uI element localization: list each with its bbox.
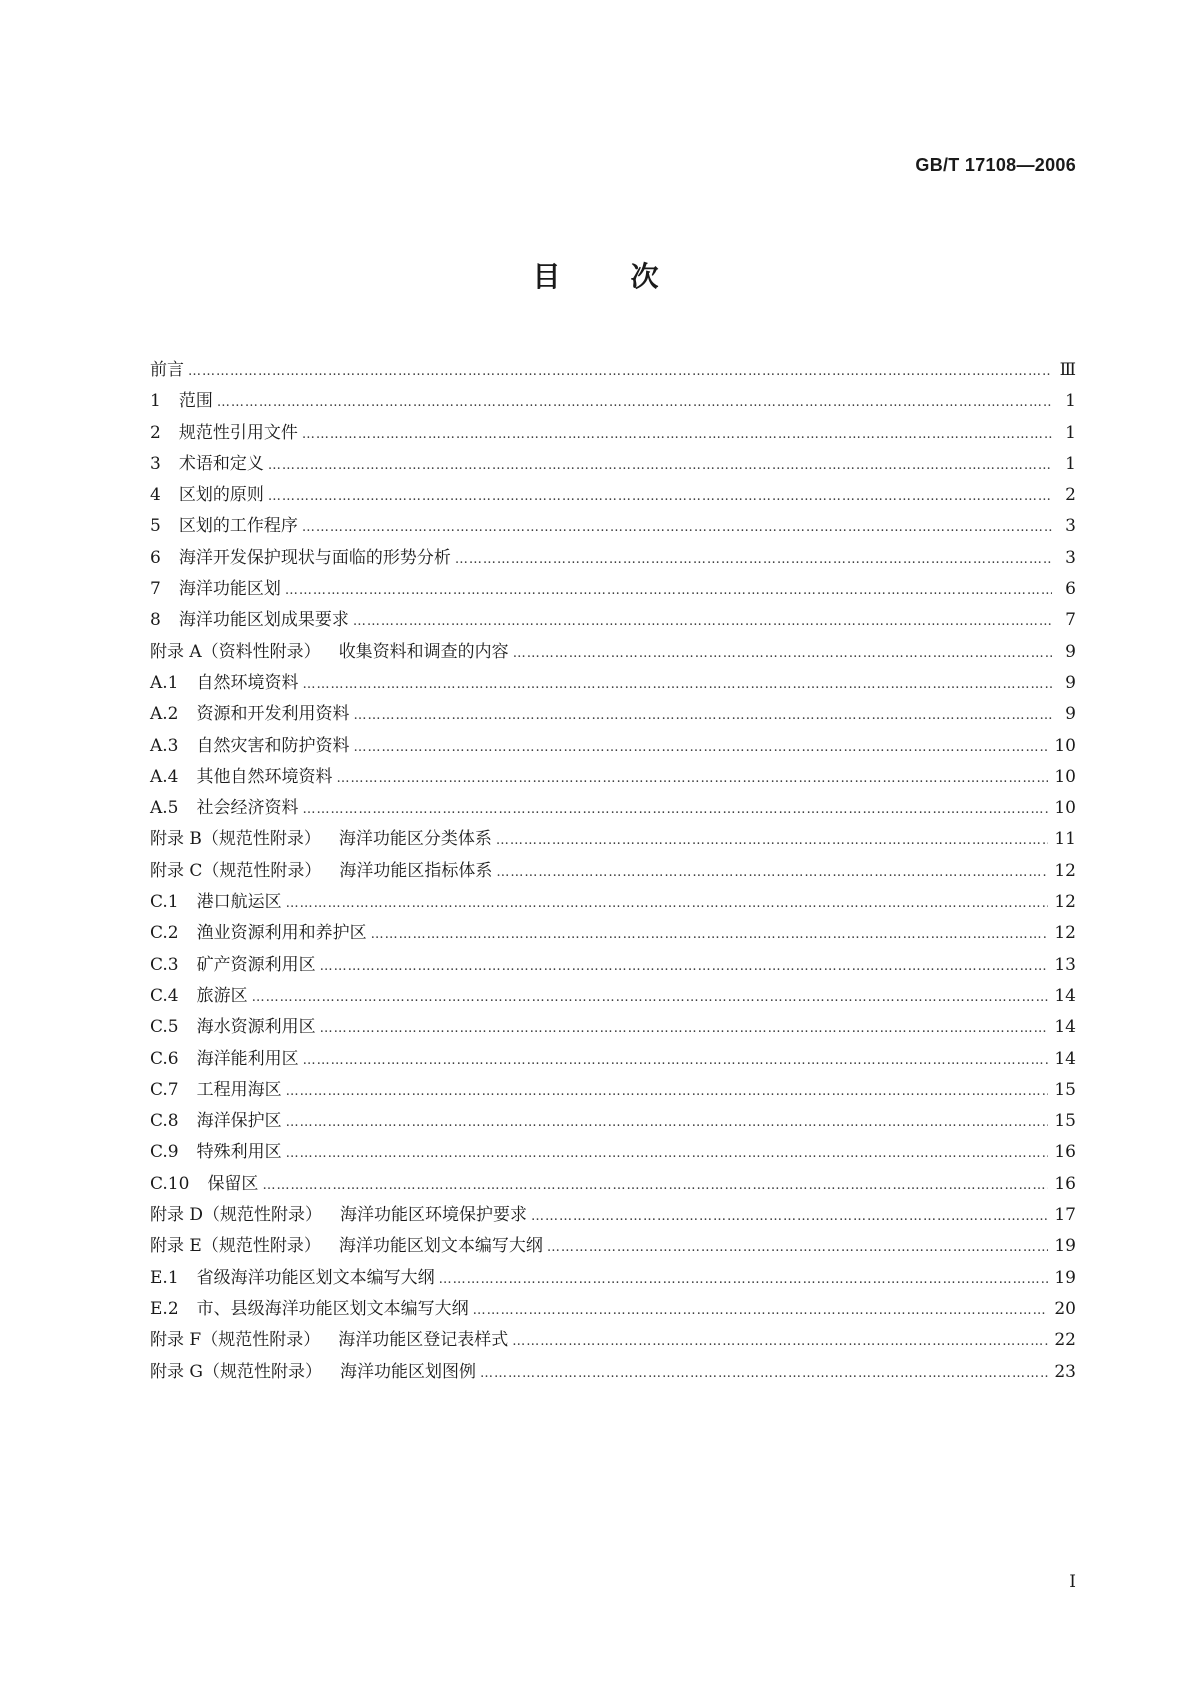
toc-entry-number: 附录 F（规范性附录） bbox=[150, 1330, 321, 1351]
toc-entry-page: 3 bbox=[1065, 547, 1076, 568]
toc-entry-number: C.2 bbox=[150, 923, 179, 944]
page-title-part2: 次 bbox=[630, 260, 659, 293]
toc-entry-title: 旅游区 bbox=[196, 985, 248, 1006]
toc-entry-title: 海洋功能区划图例 bbox=[339, 1361, 476, 1382]
toc-entry-number: C.10 bbox=[150, 1173, 190, 1194]
toc-entry[interactable] bbox=[150, 856, 1076, 887]
toc-entry-label bbox=[150, 543, 455, 568]
toc-entry[interactable] bbox=[150, 887, 1076, 918]
toc-entry-number: 附录 D（规范性附录） bbox=[150, 1205, 323, 1226]
toc-entry-page: 19 bbox=[1054, 1267, 1076, 1288]
toc-entry-title: 海洋功能区指标体系 bbox=[339, 860, 493, 881]
toc-entry-title: 海水资源利用区 bbox=[196, 1017, 316, 1038]
toc-entry[interactable] bbox=[150, 418, 1076, 449]
toc-entry[interactable] bbox=[150, 793, 1076, 824]
toc-entry[interactable] bbox=[150, 1169, 1076, 1200]
toc-entry-page: 9 bbox=[1065, 641, 1076, 662]
toc-entry-page: 22 bbox=[1054, 1330, 1076, 1351]
toc-entry[interactable] bbox=[150, 1137, 1076, 1168]
toc-entry-title: 工程用海区 bbox=[196, 1079, 282, 1100]
toc-entry-page: 14 bbox=[1054, 985, 1076, 1006]
toc-entry-label bbox=[150, 386, 217, 411]
table-of-contents bbox=[150, 355, 1076, 1388]
toc-entry-title: 自然环境资料 bbox=[196, 672, 299, 693]
toc-entry-label bbox=[150, 981, 252, 1006]
toc-entry[interactable] bbox=[150, 1231, 1076, 1262]
toc-entry-label bbox=[150, 887, 286, 912]
toc-entry-page: 2 bbox=[1065, 485, 1076, 506]
toc-leader-dots bbox=[354, 740, 1049, 755]
toc-entry-label bbox=[150, 1294, 473, 1319]
toc-leader-dots bbox=[371, 927, 1049, 942]
toc-leader-dots bbox=[188, 364, 1052, 379]
toc-entry-title: 海洋功能区划 bbox=[178, 579, 281, 600]
toc-entry-title: 海洋功能区划文本编写大纲 bbox=[338, 1236, 543, 1257]
toc-entry-label bbox=[150, 1106, 286, 1131]
toc-leader-dots bbox=[455, 552, 1052, 567]
toc-entry-page: 13 bbox=[1054, 954, 1076, 975]
toc-entry-label bbox=[150, 1137, 286, 1162]
toc-leader-dots bbox=[268, 489, 1052, 504]
toc-leader-dots bbox=[512, 1334, 1048, 1349]
toc-entry-number: E.1 bbox=[150, 1267, 179, 1288]
toc-entry-title: 前言 bbox=[150, 360, 184, 380]
toc-entry-title: 收集资料和调查的内容 bbox=[338, 641, 509, 662]
toc-entry-number: 附录 B（规范性附录） bbox=[150, 829, 321, 850]
toc-entry-page: 10 bbox=[1054, 766, 1076, 787]
toc-entry-number: 3 bbox=[150, 453, 161, 474]
toc-entry[interactable] bbox=[150, 1075, 1076, 1106]
toc-entry[interactable] bbox=[150, 1294, 1076, 1325]
toc-entry-label bbox=[150, 449, 268, 474]
toc-leader-dots bbox=[513, 646, 1052, 661]
toc-entry[interactable] bbox=[150, 637, 1076, 668]
toc-entry-label bbox=[150, 1263, 439, 1288]
toc-entry-number: 附录 A（资料性附录） bbox=[150, 641, 321, 662]
toc-entry-label bbox=[150, 1044, 303, 1069]
toc-entry-page: 10 bbox=[1054, 798, 1076, 819]
toc-entry-title: 港口航运区 bbox=[196, 892, 282, 913]
toc-entry[interactable] bbox=[150, 1044, 1076, 1075]
toc-entry-page: 17 bbox=[1054, 1205, 1076, 1226]
toc-entry-label bbox=[150, 1169, 262, 1194]
toc-entry-number: C.7 bbox=[150, 1079, 179, 1100]
toc-entry-label bbox=[150, 637, 513, 662]
toc-entry-label bbox=[150, 1357, 480, 1382]
toc-entry-number: C.9 bbox=[150, 1142, 179, 1163]
toc-entry-title: 社会经济资料 bbox=[196, 798, 299, 819]
toc-entry[interactable] bbox=[150, 699, 1076, 730]
toc-entry-label bbox=[150, 1075, 286, 1100]
toc-entry-number: E.2 bbox=[150, 1298, 179, 1319]
toc-leader-dots bbox=[303, 802, 1049, 817]
toc-entry-title: 自然灾害和防护资料 bbox=[196, 735, 350, 756]
toc-entry-number: A.1 bbox=[150, 672, 179, 693]
toc-entry-label bbox=[150, 793, 303, 818]
toc-entry-title: 海洋开发保护现状与面临的形势分析 bbox=[178, 547, 451, 568]
toc-entry[interactable] bbox=[150, 605, 1076, 636]
toc-leader-dots bbox=[353, 614, 1052, 629]
toc-leader-dots bbox=[286, 1084, 1049, 1099]
toc-entry-page: 16 bbox=[1054, 1173, 1076, 1194]
toc-entry-label bbox=[150, 418, 302, 443]
toc-leader-dots bbox=[303, 1053, 1049, 1068]
toc-entry-number: C.6 bbox=[150, 1048, 179, 1069]
toc-entry-number: 附录 C（规范性附录） bbox=[150, 860, 322, 881]
toc-entry-number: A.4 bbox=[150, 766, 179, 787]
toc-entry[interactable] bbox=[150, 1200, 1076, 1231]
toc-entry-number: 1 bbox=[150, 391, 161, 412]
toc-entry-title: 海洋保护区 bbox=[196, 1111, 282, 1132]
page-title-part1: 目 bbox=[532, 260, 561, 293]
toc-entry-page: 12 bbox=[1054, 860, 1076, 881]
toc-leader-dots bbox=[302, 520, 1052, 535]
toc-entry-number: 附录 G（规范性附录） bbox=[150, 1361, 322, 1382]
toc-entry-number: A.2 bbox=[150, 704, 179, 725]
toc-entry[interactable] bbox=[150, 543, 1076, 574]
toc-entry-number: 5 bbox=[150, 516, 161, 537]
toc-entry-title: 矿产资源利用区 bbox=[196, 954, 316, 975]
toc-leader-dots bbox=[354, 708, 1053, 723]
toc-entry-number: 6 bbox=[150, 547, 161, 568]
toc-entry[interactable] bbox=[150, 762, 1076, 793]
toc-entry-label bbox=[150, 699, 354, 724]
toc-leader-dots bbox=[303, 677, 1053, 692]
toc-entry-number: 7 bbox=[150, 579, 161, 600]
toc-entry-number: 2 bbox=[150, 422, 161, 443]
toc-entry-label bbox=[150, 856, 496, 881]
toc-leader-dots bbox=[547, 1240, 1049, 1255]
toc-entry[interactable] bbox=[150, 449, 1076, 480]
toc-entry[interactable] bbox=[150, 511, 1076, 542]
toc-entry-title: 海洋功能区分类体系 bbox=[338, 829, 492, 850]
toc-entry-label bbox=[150, 762, 337, 787]
toc-leader-dots bbox=[286, 896, 1049, 911]
toc-entry[interactable] bbox=[150, 981, 1076, 1012]
toc-entry-page: 10 bbox=[1054, 735, 1076, 756]
toc-entry-title: 特殊利用区 bbox=[196, 1142, 282, 1163]
toc-leader-dots bbox=[473, 1303, 1049, 1318]
toc-entry-title: 渔业资源利用和养护区 bbox=[196, 923, 367, 944]
toc-entry[interactable] bbox=[150, 355, 1076, 386]
toc-entry-title: 规范性引用文件 bbox=[178, 422, 298, 443]
toc-entry-number: C.5 bbox=[150, 1017, 179, 1038]
toc-entry-page: 23 bbox=[1054, 1361, 1076, 1382]
toc-entry[interactable] bbox=[150, 1012, 1076, 1043]
standard-code: GB/T 17108—2006 bbox=[915, 155, 1076, 175]
toc-entry-page: 15 bbox=[1054, 1079, 1076, 1100]
toc-entry[interactable] bbox=[150, 1325, 1076, 1356]
toc-entry-title: 其他自然环境资料 bbox=[196, 766, 333, 787]
toc-entry-label bbox=[150, 480, 268, 505]
toc-entry-label bbox=[150, 950, 320, 975]
toc-entry-page: 3 bbox=[1065, 516, 1076, 537]
toc-leader-dots bbox=[262, 1178, 1048, 1193]
toc-entry-number: C.1 bbox=[150, 892, 179, 913]
toc-entry-page: Ⅲ bbox=[1059, 360, 1076, 380]
toc-entry[interactable] bbox=[150, 668, 1076, 699]
toc-entry-label bbox=[150, 1325, 512, 1350]
toc-entry[interactable] bbox=[150, 918, 1076, 949]
toc-entry-title: 海洋功能区划成果要求 bbox=[178, 610, 349, 631]
toc-leader-dots bbox=[320, 1021, 1049, 1036]
toc-entry-title: 资源和开发利用资料 bbox=[196, 704, 350, 725]
toc-entry-label bbox=[150, 1231, 547, 1256]
toc-leader-dots bbox=[320, 959, 1049, 974]
toc-leader-dots bbox=[285, 583, 1052, 598]
toc-entry-page: 16 bbox=[1054, 1142, 1076, 1163]
toc-leader-dots bbox=[531, 1209, 1048, 1224]
toc-entry-label bbox=[150, 1012, 320, 1037]
toc-entry[interactable] bbox=[150, 1357, 1076, 1388]
toc-entry-label bbox=[150, 1200, 531, 1225]
toc-entry-label bbox=[150, 918, 371, 943]
toc-entry-number: A.5 bbox=[150, 798, 179, 819]
toc-entry-label bbox=[150, 355, 188, 380]
toc-entry[interactable] bbox=[150, 1106, 1076, 1137]
toc-entry[interactable] bbox=[150, 1263, 1076, 1294]
toc-entry-title: 海洋能利用区 bbox=[196, 1048, 299, 1069]
toc-entry-label bbox=[150, 731, 354, 756]
toc-entry-page: 1 bbox=[1065, 453, 1076, 474]
toc-entry-number: C.8 bbox=[150, 1111, 179, 1132]
toc-entry-page: 15 bbox=[1054, 1111, 1076, 1132]
toc-entry-title: 区划的工作程序 bbox=[178, 516, 298, 537]
toc-leader-dots bbox=[337, 771, 1049, 786]
toc-entry[interactable] bbox=[150, 950, 1076, 981]
toc-entry-page: 6 bbox=[1065, 579, 1076, 600]
toc-entry-page: 11 bbox=[1054, 829, 1076, 850]
toc-entry-title: 保留区 bbox=[207, 1173, 259, 1194]
toc-entry-page: 14 bbox=[1054, 1048, 1076, 1069]
toc-leader-dots bbox=[252, 990, 1049, 1005]
toc-entry-number: C.3 bbox=[150, 954, 179, 975]
toc-entry-label bbox=[150, 668, 303, 693]
toc-entry-number: 8 bbox=[150, 610, 161, 631]
toc-entry[interactable] bbox=[150, 574, 1076, 605]
toc-leader-dots bbox=[496, 865, 1048, 880]
toc-entry-number: 4 bbox=[150, 485, 161, 506]
toc-entry-title: 范围 bbox=[178, 391, 213, 412]
toc-entry-number: A.3 bbox=[150, 735, 179, 756]
toc-entry-page: 12 bbox=[1054, 923, 1076, 944]
toc-leader-dots bbox=[439, 1272, 1049, 1287]
toc-entry-label bbox=[150, 605, 353, 630]
toc-entry-page: 1 bbox=[1065, 422, 1076, 443]
toc-leader-dots bbox=[480, 1366, 1048, 1381]
toc-entry-title: 区划的原则 bbox=[178, 485, 264, 506]
toc-entry-number: 附录 E（规范性附录） bbox=[150, 1236, 321, 1257]
toc-entry-page: 19 bbox=[1054, 1236, 1076, 1257]
toc-entry-title: 术语和定义 bbox=[178, 453, 264, 474]
toc-entry-label bbox=[150, 574, 285, 599]
toc-entry-page: 9 bbox=[1065, 704, 1076, 725]
toc-entry[interactable] bbox=[150, 386, 1076, 417]
toc-entry-title: 海洋功能区环境保护要求 bbox=[340, 1205, 528, 1226]
toc-entry-label bbox=[150, 511, 302, 536]
toc-leader-dots bbox=[217, 395, 1052, 410]
toc-leader-dots bbox=[268, 458, 1052, 473]
toc-entry-title: 市、县级海洋功能区划文本编写大纲 bbox=[196, 1298, 469, 1319]
toc-entry[interactable] bbox=[150, 824, 1076, 855]
toc-leader-dots bbox=[286, 1115, 1049, 1130]
page-number: I bbox=[1069, 1572, 1076, 1592]
toc-entry-page: 20 bbox=[1054, 1298, 1076, 1319]
toc-entry-label bbox=[150, 824, 496, 849]
toc-entry-title: 省级海洋功能区划文本编写大纲 bbox=[196, 1267, 435, 1288]
toc-entry-page: 9 bbox=[1065, 672, 1076, 693]
toc-entry-page: 14 bbox=[1054, 1017, 1076, 1038]
toc-entry[interactable] bbox=[150, 480, 1076, 511]
toc-entry-page: 1 bbox=[1065, 391, 1076, 412]
toc-entry-page: 7 bbox=[1065, 610, 1076, 631]
toc-leader-dots bbox=[302, 427, 1052, 442]
toc-entry-page: 12 bbox=[1054, 892, 1076, 913]
toc-leader-dots bbox=[286, 1146, 1049, 1161]
toc-entry-number: C.4 bbox=[150, 985, 179, 1006]
toc-entry[interactable] bbox=[150, 731, 1076, 762]
toc-entry-title: 海洋功能区登记表样式 bbox=[338, 1330, 509, 1351]
page-title bbox=[0, 255, 1191, 295]
toc-leader-dots bbox=[496, 833, 1048, 848]
